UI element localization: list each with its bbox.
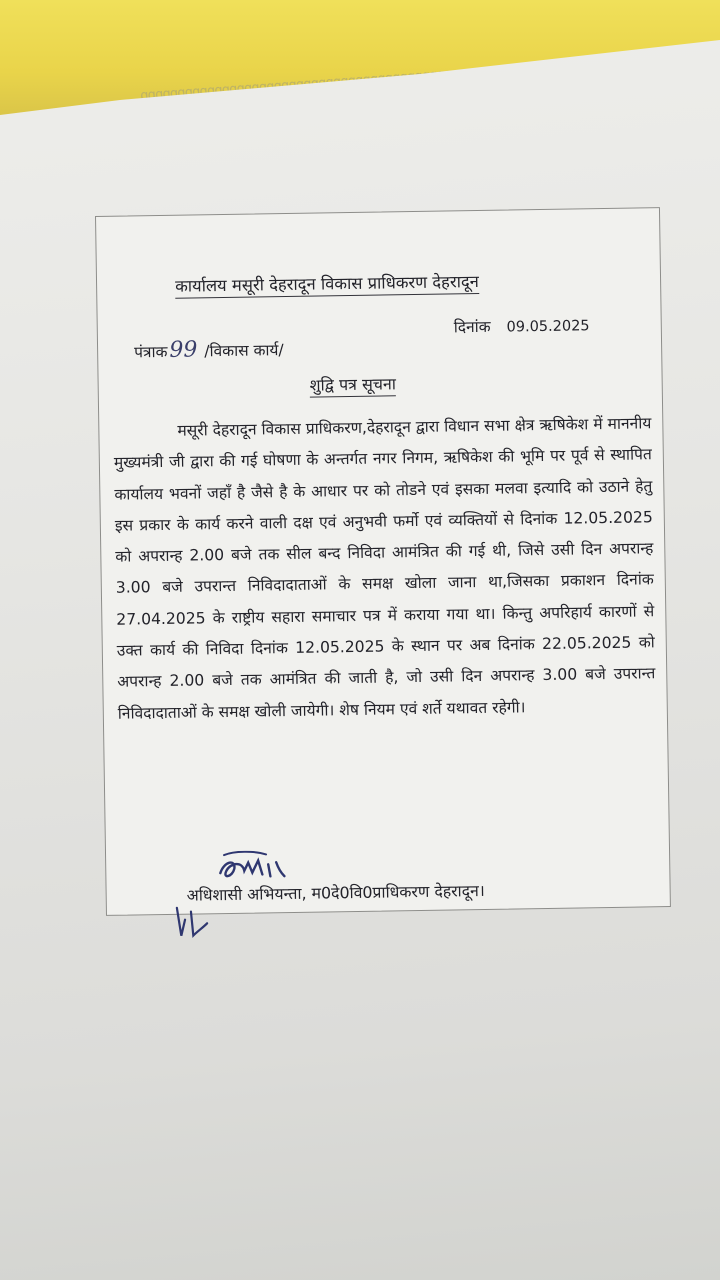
date-line	[454, 313, 590, 337]
date-value: 09.05.2025	[506, 318, 590, 336]
date-label: दिनांक	[453, 317, 491, 337]
notice-body	[113, 408, 656, 729]
reference-suffix: /विकास कार्य/	[204, 341, 284, 361]
reference-line	[134, 336, 284, 363]
office-heading: कार्यालय मसूरी देहरादून विकास प्राधिकरण देहरादून	[175, 269, 479, 299]
notice-title: शुद्वि पत्र सूचना	[310, 372, 397, 397]
reference-number-handwritten: 99	[169, 337, 198, 363]
notice-sheet	[95, 207, 671, 916]
margin-initial-mark	[171, 901, 212, 942]
signatory-designation: अधिशासी अभियन्ता, म0दे0वि0प्राधिकरण देहरादून।	[186, 880, 485, 905]
reference-prefix: पंत्राक	[134, 342, 168, 362]
notice-body-paragraph: मसूरी देहरादून विकास प्राधिकरण,देहरादून द्वारा विधान सभा क्षेत्र ऋषिकेश में माननीय मुख्यमंत्री जी द्वारा की गई घोषणा के अन्तर्गत नगर निगम, ऋषिकेश की भूमि पर पूर्व से स्थापित कार्यालय भवनों जहाँ है जैसे है के आधार पर को तोडने एवं इसका मलवा इत्यादि को उठाने हेतु इस प्रकार के कार्य करने वाली दक्ष एवं अनुभवी फर्मो एवं व्यक्तियों से दिनांक 12.05.2025 को अपरान्ह 2.00 बजे तक सील बन्द निविदा आमंत्रित की गई थी, जिसे उसी दिन अपरान्ह 3.00 बजे उपरान्त निविदादाताओं के समक्ष खोला जाना था,जिसका प्रकाशन दिनांक 27.04.2025 के राष्ट्रीय सहारा समाचार पत्र में कराया गया था। किन्तु अपरिहार्य कारणों से उक्त कार्य की निविदा दिनांक 12.05.2025 के स्थान पर अब दिनांक 22.05.2025 को अपरान्ह 2.00 बजे तक आमंत्रित की जाती है, जो उसी दिन अपरान्ह 3.00 बजे उपरान्त निविदादाताओं के समक्ष खोली जायेगी। शेष नियम एवं शर्ते यथावत रहेगी।	[113, 414, 656, 723]
signature-mark	[214, 850, 295, 885]
